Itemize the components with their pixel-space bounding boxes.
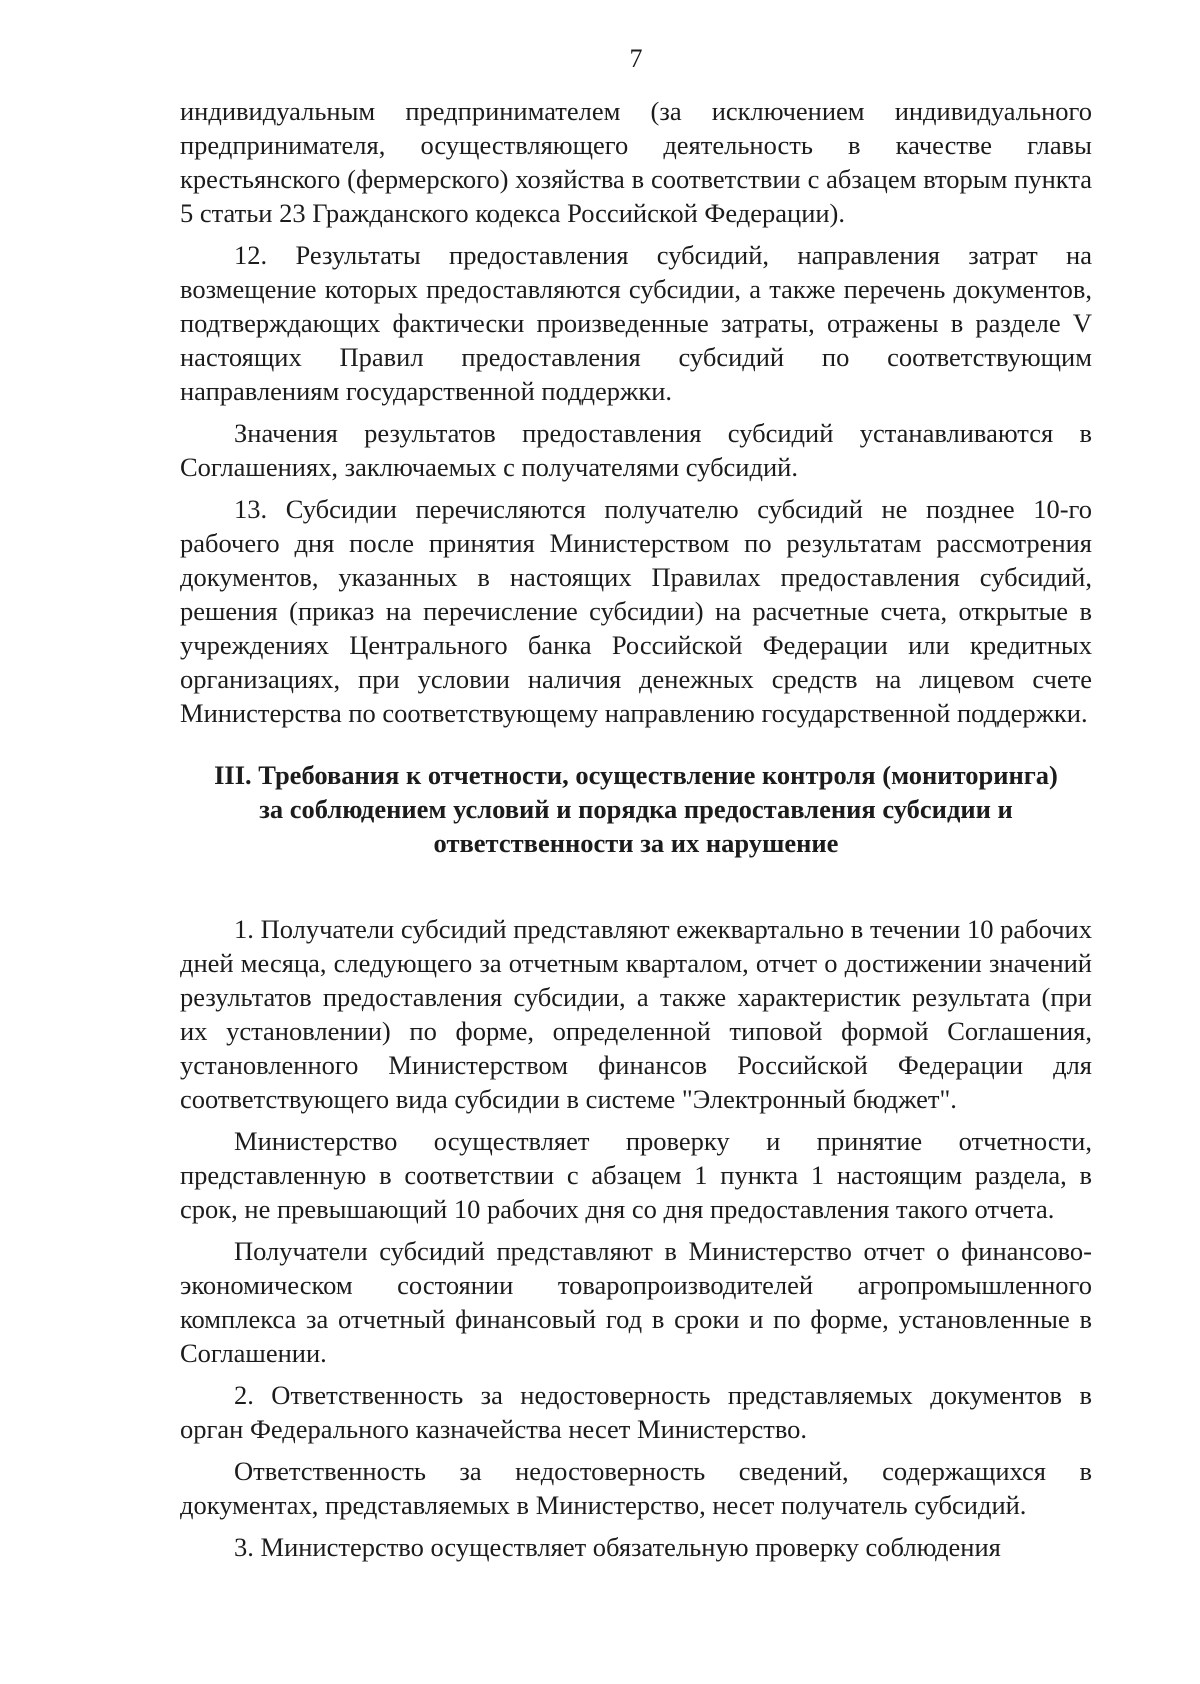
paragraph-result-values: Значения результатов предоставления субсидий устанавливаются в Соглашениях, заключаемых с получателями субсидий.	[180, 418, 1092, 482]
section-heading-line-1: III. Требования к отчетности, осуществление контроля (мониторинга)	[214, 760, 1058, 790]
paragraph-item-13: 13. Субсидии перечисляются получателю субсидий не позднее 10-го рабочего дня после принятия Министерством по результатам рассмотрения документов, указанных в настоящих Правилах предоставления субсидий, решения (приказ на перечисление субсидии) на расчетные счета, открытые в учреждениях Центрального банка Российской Федерации или кредитных организациях, при условии наличия денежных средств на лицевом счете Министерства по соответствующему направлению государственной поддержки.	[180, 494, 1092, 728]
paragraph-responsibility-2: 2. Ответственность за недостоверность представляемых документов в орган Федерального казначейства несет Министерство.	[180, 1380, 1092, 1444]
section-heading	[180, 758, 1092, 860]
paragraph-report-verification: Министерство осуществляет проверку и принятие отчетности, представленную в соответствии с абзацем 1 пункта 1 настоящим раздела, в срок, не превышающий 10 рабочих дня со дня предоставления такого отчета.	[180, 1126, 1092, 1224]
paragraph-recipient-responsibility: Ответственность за недостоверность сведений, содержащихся в документах, представляемых в Министерство, несет получатель субсидий.	[180, 1456, 1092, 1520]
section-heading-line-3: ответственности за их нарушение	[433, 828, 839, 858]
section-heading-line-2: за соблюдением условий и порядка предоставления субсидии и	[259, 794, 1013, 824]
paragraph-continuation: индивидуальным предпринимателем (за исключением индивидуального предпринимателя, осуществляющего деятельность в качестве главы крестьянского (фермерского) хозяйства в соответствии с абзацем вторым пункта 5 статьи 23 Гражданского кодекса Российской Федерации).	[180, 96, 1092, 228]
paragraph-financial-report: Получатели субсидий представляют в Министерство отчет о финансово-экономическом состоянии товаропроизводителей агропромышленного комплекса за отчетный финансовый год в сроки и по форме, установленные в Соглашении.	[180, 1236, 1092, 1368]
paragraph-item-12: 12. Результаты предоставления субсидий, направления затрат на возмещение которых предоставляются субсидии, а также перечень документов, подтверждающих фактически произведенные затраты, отражены в разделе V настоящих Правил предоставления субсидий по соответствующим направлениям государственной поддержки.	[180, 240, 1092, 406]
page-number: 7	[629, 44, 643, 73]
paragraph-reporting-1: 1. Получатели субсидий представляют ежеквартально в течении 10 рабочих дней месяца, следующего за отчетным кварталом, отчет о достижении значений результатов предоставления субсидии, а также характеристик результата (при их установлении) по форме, определенной типовой формой Соглашения, установленного Министерством финансов Российской Федерации для соответствующего вида субсидии в системе "Электронный бюджет".	[180, 914, 1092, 1114]
paragraph-item-3: 3. Министерство осуществляет обязательную проверку соблюдения	[234, 1532, 1001, 1562]
